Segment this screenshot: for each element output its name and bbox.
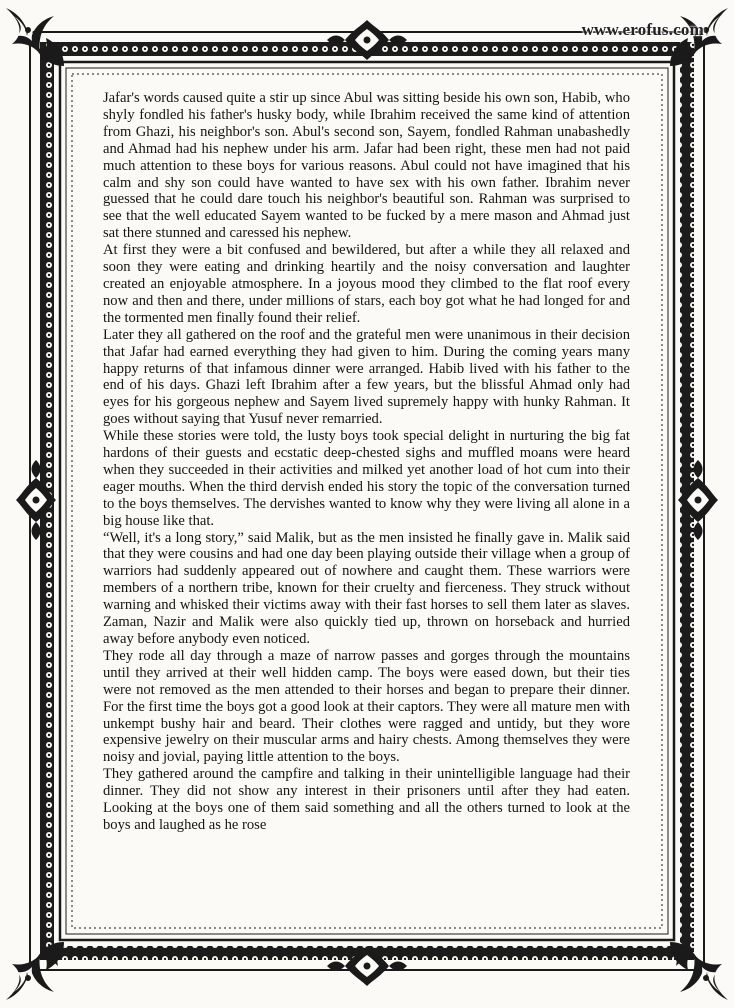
paragraph-7: They gathered around the campfire and talking in their unintelligible language had their dinner. They did not show any interest in their prisoners until after they had eaten. Looking at the boys one of them said something and all the others turned to look at the boys and laughed as he rose [103, 766, 630, 833]
paragraph-4: While these stories were told, the lusty boys took special delight in nurturing the big fat hardons of their guests and ecstatic deep-chested sighs and muffled moans were heard when they succeeded in their activities and milked yet another load of hot cum into their eager mouths. When the third dervish ended his story the topic of the conversation turned to the boys themselves. The dervishes wanted to know why they were living all alone in a big house like that. [103, 428, 630, 529]
story-text-column [103, 90, 630, 916]
paragraph-5: “Well, it's a long story,” said Malik, but as the men insisted he finally gave in. Malik said that they were cousins and had one day been playing outside their village when a group of warriors had suddenly appeared out of nowhere and caught them. These warriors were members of a northern tribe, known for their cruelty and fierceness. They struck without warning and whisked their victims away with their fast horses to sell them later as slaves. Zaman, Nazir and Malik were also quickly tied up, thrown on horseback and hurried away before anybody even noticed. [103, 529, 630, 647]
paragraph-1: Jafar's words caused quite a stir up since Abul was sitting beside his own son, Habib, who shyly fondled his father's husky body, while Ibrahim received the same kind of attention from Ghazi, his neighbor's son. Abul's second son, Sayem, fondled Rahman unabashedly and Ahmad had his nephew under his arm. Jafar had been right, these men had not paid much attention to these boys for various reasons. Abul could not have imagined that his calm and shy son could have wanted to have sex with his own father. Ibrahim never guessed that he could dare touch his neighbor's beautiful son. Rahman was surprised to see that the well educated Sayem wanted to be fucked by a mere mason and Ahmad just sat there stunned and caressed his nephew. [103, 90, 630, 242]
paragraph-3: Later they all gathered on the roof and the grateful men were unanimous in their decision that Jafar had earned everything they had given to him. During the coming years many happy returns of that infamous dinner were arranged. Habib lived with his father to the end of his days. Ghazi left Ibrahim after a few years, but the blissful Ahmad only had eyes for his gorgeous nephew and Sayem lived supremely happy with hunky Rahman. It goes without saying that Yusuf never remarried. [103, 326, 630, 428]
watermark-text: www.erofus.com [581, 20, 704, 39]
paragraph-6: They rode all day through a maze of narrow passes and gorges through the mountains until they arrived at their well hidden camp. The boys were eased down, but their ties were not removed as the men attended to their horses and began to prepare their dinner. For the first time the boys got a good look at their captors. They were all mature men with unkempt bushy hair and beard. Their clothes were ragged and untidy, but they wore expensive jewelry on their muscular arms and hairy chests. Among themselves they were noisy and jovial, paying little attention to the boys. [103, 647, 630, 766]
paragraph-2: At first they were a bit confused and bewildered, but after a while they all relaxed and soon they were eating and drinking heartily and the noisy conversation and laughter created an enjoyable atmosphere. In a joyous mood they climbed to the flat roof every now and then and there, under millions of stars, each boy got what he had longed for and the tormented men finally found their relief. [103, 242, 630, 326]
